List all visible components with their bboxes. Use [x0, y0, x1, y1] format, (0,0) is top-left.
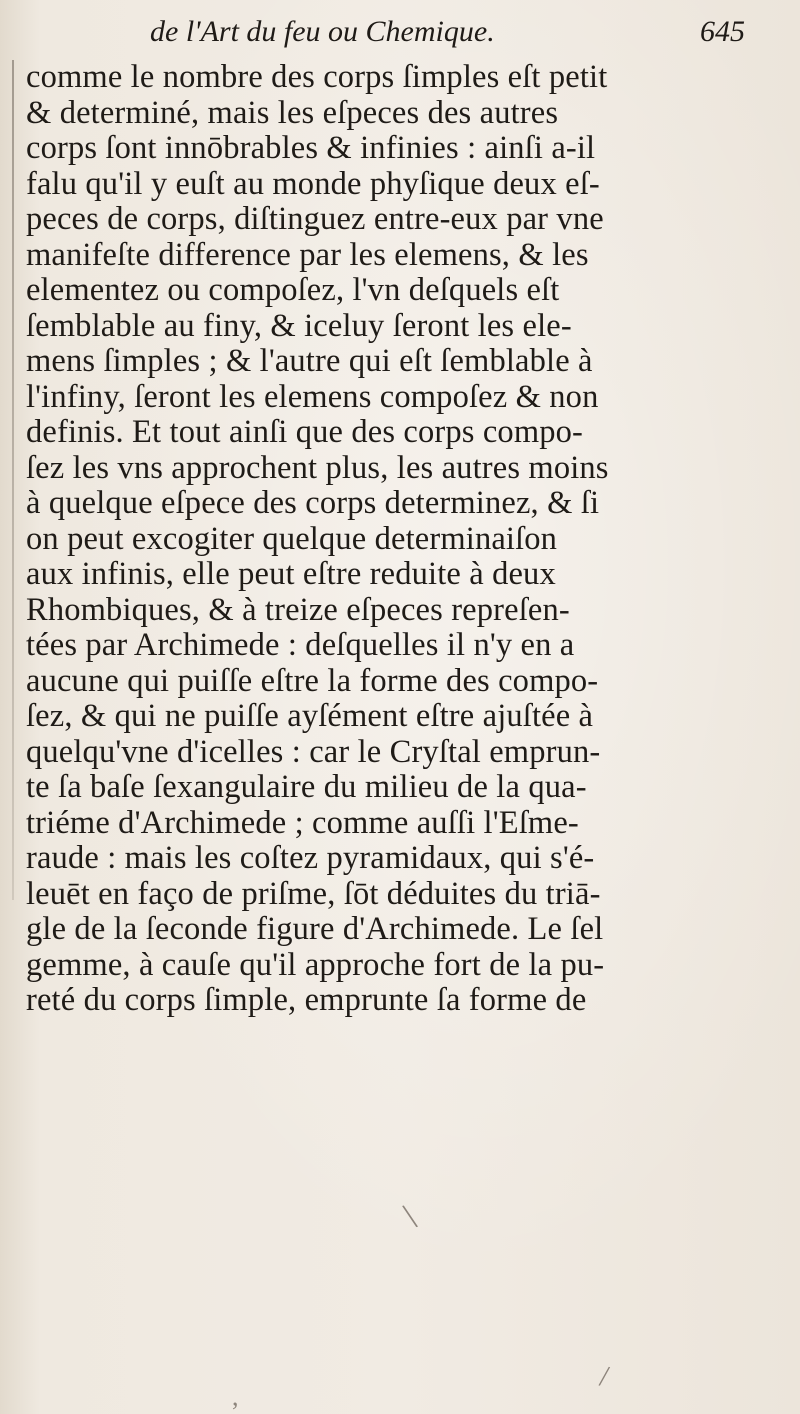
text-line: falu qu'il y euſt au monde phyſique deux eſ-	[26, 165, 600, 202]
text-line: quelqu'vne d'icelles : car le Cryſtal emprun-	[26, 733, 601, 770]
paper-blemish: \	[399, 1195, 421, 1237]
text-line: leuēt en faço de priſme, ſōt déduites du triā-	[26, 875, 601, 912]
paper-blemish: ,	[232, 1382, 239, 1411]
body-text	[26, 60, 796, 1019]
text-line: Rhombiques, & à treize eſpeces repreſen-	[26, 591, 570, 628]
gutter-shadow	[12, 60, 14, 900]
text-line: l'infiny, ſeront les elemens compoſez & non	[26, 378, 599, 415]
text-line: te ſa baſe ſexangulaire du milieu de la qua-	[26, 769, 587, 805]
text-line: mens ſimples ; & l'autre qui eſt ſemblable à	[26, 343, 593, 379]
page-number: 645	[700, 15, 745, 48]
running-head: de l'Art du feu ou Chemique.	[150, 15, 495, 48]
text-line: ſez les vns approchent plus, les autres moins	[26, 449, 609, 486]
text-line: aux infinis, elle peut eſtre reduite à deux	[26, 556, 556, 592]
paper-blemish: /	[597, 1359, 612, 1394]
text-line: corps ſont innōbrables & infinies : ainſi a-il	[26, 130, 596, 166]
text-line: raude : mais les coſtez pyramidaux, qui s'é-	[26, 840, 595, 876]
text-line: definis. Et tout ainſi que des corps compo-	[26, 414, 584, 450]
text-line: reté du corps ſimple, emprunte ſa forme de	[26, 982, 587, 1018]
text-line: manifeſte difference par les elemens, & les	[26, 236, 589, 273]
text-line: à quelque eſpece des corps determinez, & ſi	[26, 485, 600, 521]
text-line: comme le nombre des corps ſimples eſt petit	[26, 59, 608, 95]
text-line: & determiné, mais les eſpeces des autres	[26, 94, 559, 131]
text-line: triéme d'Archimede ; comme auſſi l'Eſme-	[26, 804, 579, 841]
text-line: gle de la ſeconde figure d'Archimede. Le ſel	[26, 911, 604, 947]
text-line: elementez ou compoſez, l'vn deſquels eſt	[26, 272, 560, 308]
text-line: peces de corps, diſtinguez entre-eux par vne	[26, 201, 604, 237]
text-line: aucune qui puiſſe eſtre la forme des compo-	[26, 662, 599, 699]
text-line: on peut excogiter quelque determinaiſon	[26, 520, 558, 557]
text-line: gemme, à cauſe qu'il approche fort de la pu-	[26, 946, 605, 983]
text-line: tées par Archimede : deſquelles il n'y en a	[26, 627, 575, 663]
text-line: ſemblable au finy, & iceluy ſeront les ele-	[26, 307, 572, 344]
text-line: ſez, & qui ne puiſſe ayſément eſtre ajuſtée à	[26, 698, 594, 734]
